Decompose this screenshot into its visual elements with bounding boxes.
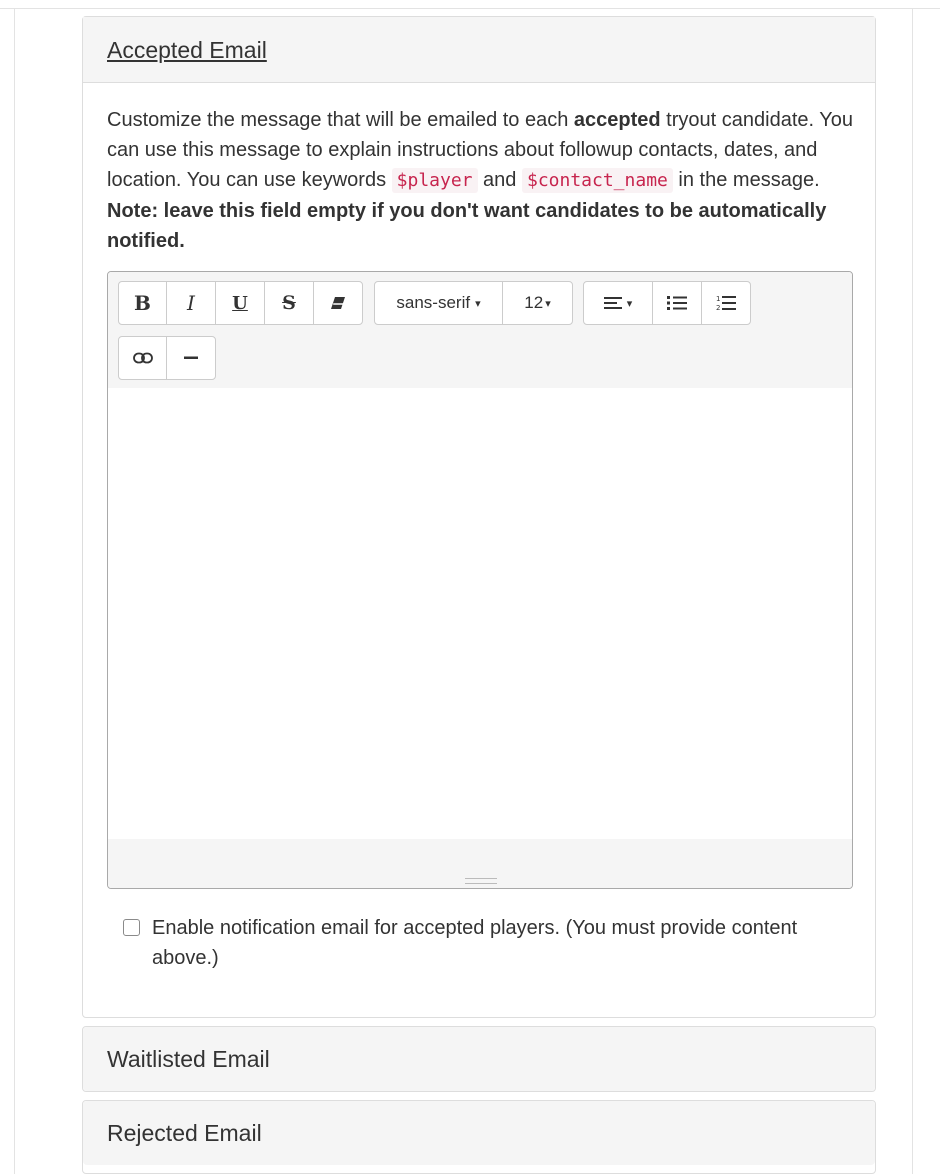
accepted-email-title-link[interactable]: Accepted Email xyxy=(107,37,267,63)
accepted-email-description xyxy=(107,105,853,256)
container-left-border xyxy=(14,8,15,1174)
eraser-icon xyxy=(330,296,346,310)
enable-notification-label[interactable]: Enable notification email for accepted players. (You must provide content above.) xyxy=(152,917,798,969)
description-text-3: and xyxy=(477,169,522,191)
description-note: Note: leave this field empty if you don't want candidates to be automatically notified. xyxy=(107,200,827,252)
notification-checkbox-row xyxy=(123,913,843,973)
description-text-4: in the message. xyxy=(672,169,820,191)
resize-handle-icon[interactable] xyxy=(465,878,497,884)
accepted-email-heading xyxy=(83,17,875,83)
chevron-down-icon: ▾ xyxy=(475,297,481,310)
description-text-1: Customize the message that will be emailed to each xyxy=(107,109,574,131)
rejected-email-panel xyxy=(82,1100,876,1174)
italic-button[interactable]: I xyxy=(166,281,216,325)
waitlisted-email-heading[interactable]: Waitlisted Email xyxy=(83,1027,875,1091)
chevron-down-icon: ▾ xyxy=(545,297,551,310)
horizontal-rule-icon xyxy=(184,356,198,360)
unordered-list-button[interactable] xyxy=(652,281,702,325)
style-button-group xyxy=(118,281,363,325)
font-family-group xyxy=(374,281,573,325)
enable-notification-checkbox[interactable] xyxy=(123,919,140,936)
rejected-email-heading[interactable]: Rejected Email xyxy=(83,1101,875,1165)
keyword-player: $player xyxy=(392,168,478,193)
rich-text-editor xyxy=(107,271,853,889)
description-accepted-bold: accepted xyxy=(573,109,661,131)
numbered-list-icon xyxy=(716,294,736,312)
editor-content-area[interactable] xyxy=(108,388,852,839)
editor-statusbar xyxy=(108,839,852,889)
font-size-dropdown[interactable] xyxy=(502,281,573,325)
link-icon xyxy=(133,352,153,364)
description-text-2: tryout candidate. You can use this message to explain instructions about followup contacts, dates, and location. You can use keywords xyxy=(107,109,853,191)
top-divider xyxy=(0,8,940,9)
insert-link-button[interactable] xyxy=(118,336,167,380)
strikethrough-button[interactable]: S xyxy=(264,281,314,325)
bullet-list-icon xyxy=(667,295,687,311)
svg-text:1: 1 xyxy=(716,295,721,303)
accepted-email-panel xyxy=(82,16,876,1018)
clear-formatting-button[interactable] xyxy=(313,281,363,325)
chevron-down-icon: ▾ xyxy=(626,297,633,310)
ordered-list-button[interactable] xyxy=(701,281,751,325)
underline-button[interactable]: U xyxy=(215,281,265,325)
paragraph-button-group xyxy=(583,281,751,325)
keyword-contact-name: $contact_name xyxy=(522,168,673,193)
font-family-dropdown[interactable] xyxy=(374,281,503,325)
bold-button[interactable]: B xyxy=(118,281,167,325)
paragraph-align-dropdown[interactable] xyxy=(583,281,653,325)
editor-toolbar xyxy=(108,272,852,388)
align-left-icon xyxy=(604,296,622,310)
waitlisted-email-panel xyxy=(82,1026,876,1092)
svg-text:2: 2 xyxy=(716,304,721,312)
horizontal-rule-button[interactable] xyxy=(166,336,216,380)
insert-button-group xyxy=(118,336,216,380)
font-family-value: sans-serif xyxy=(396,293,471,312)
container-right-border xyxy=(912,8,913,1174)
font-size-value: 12 xyxy=(524,293,544,312)
